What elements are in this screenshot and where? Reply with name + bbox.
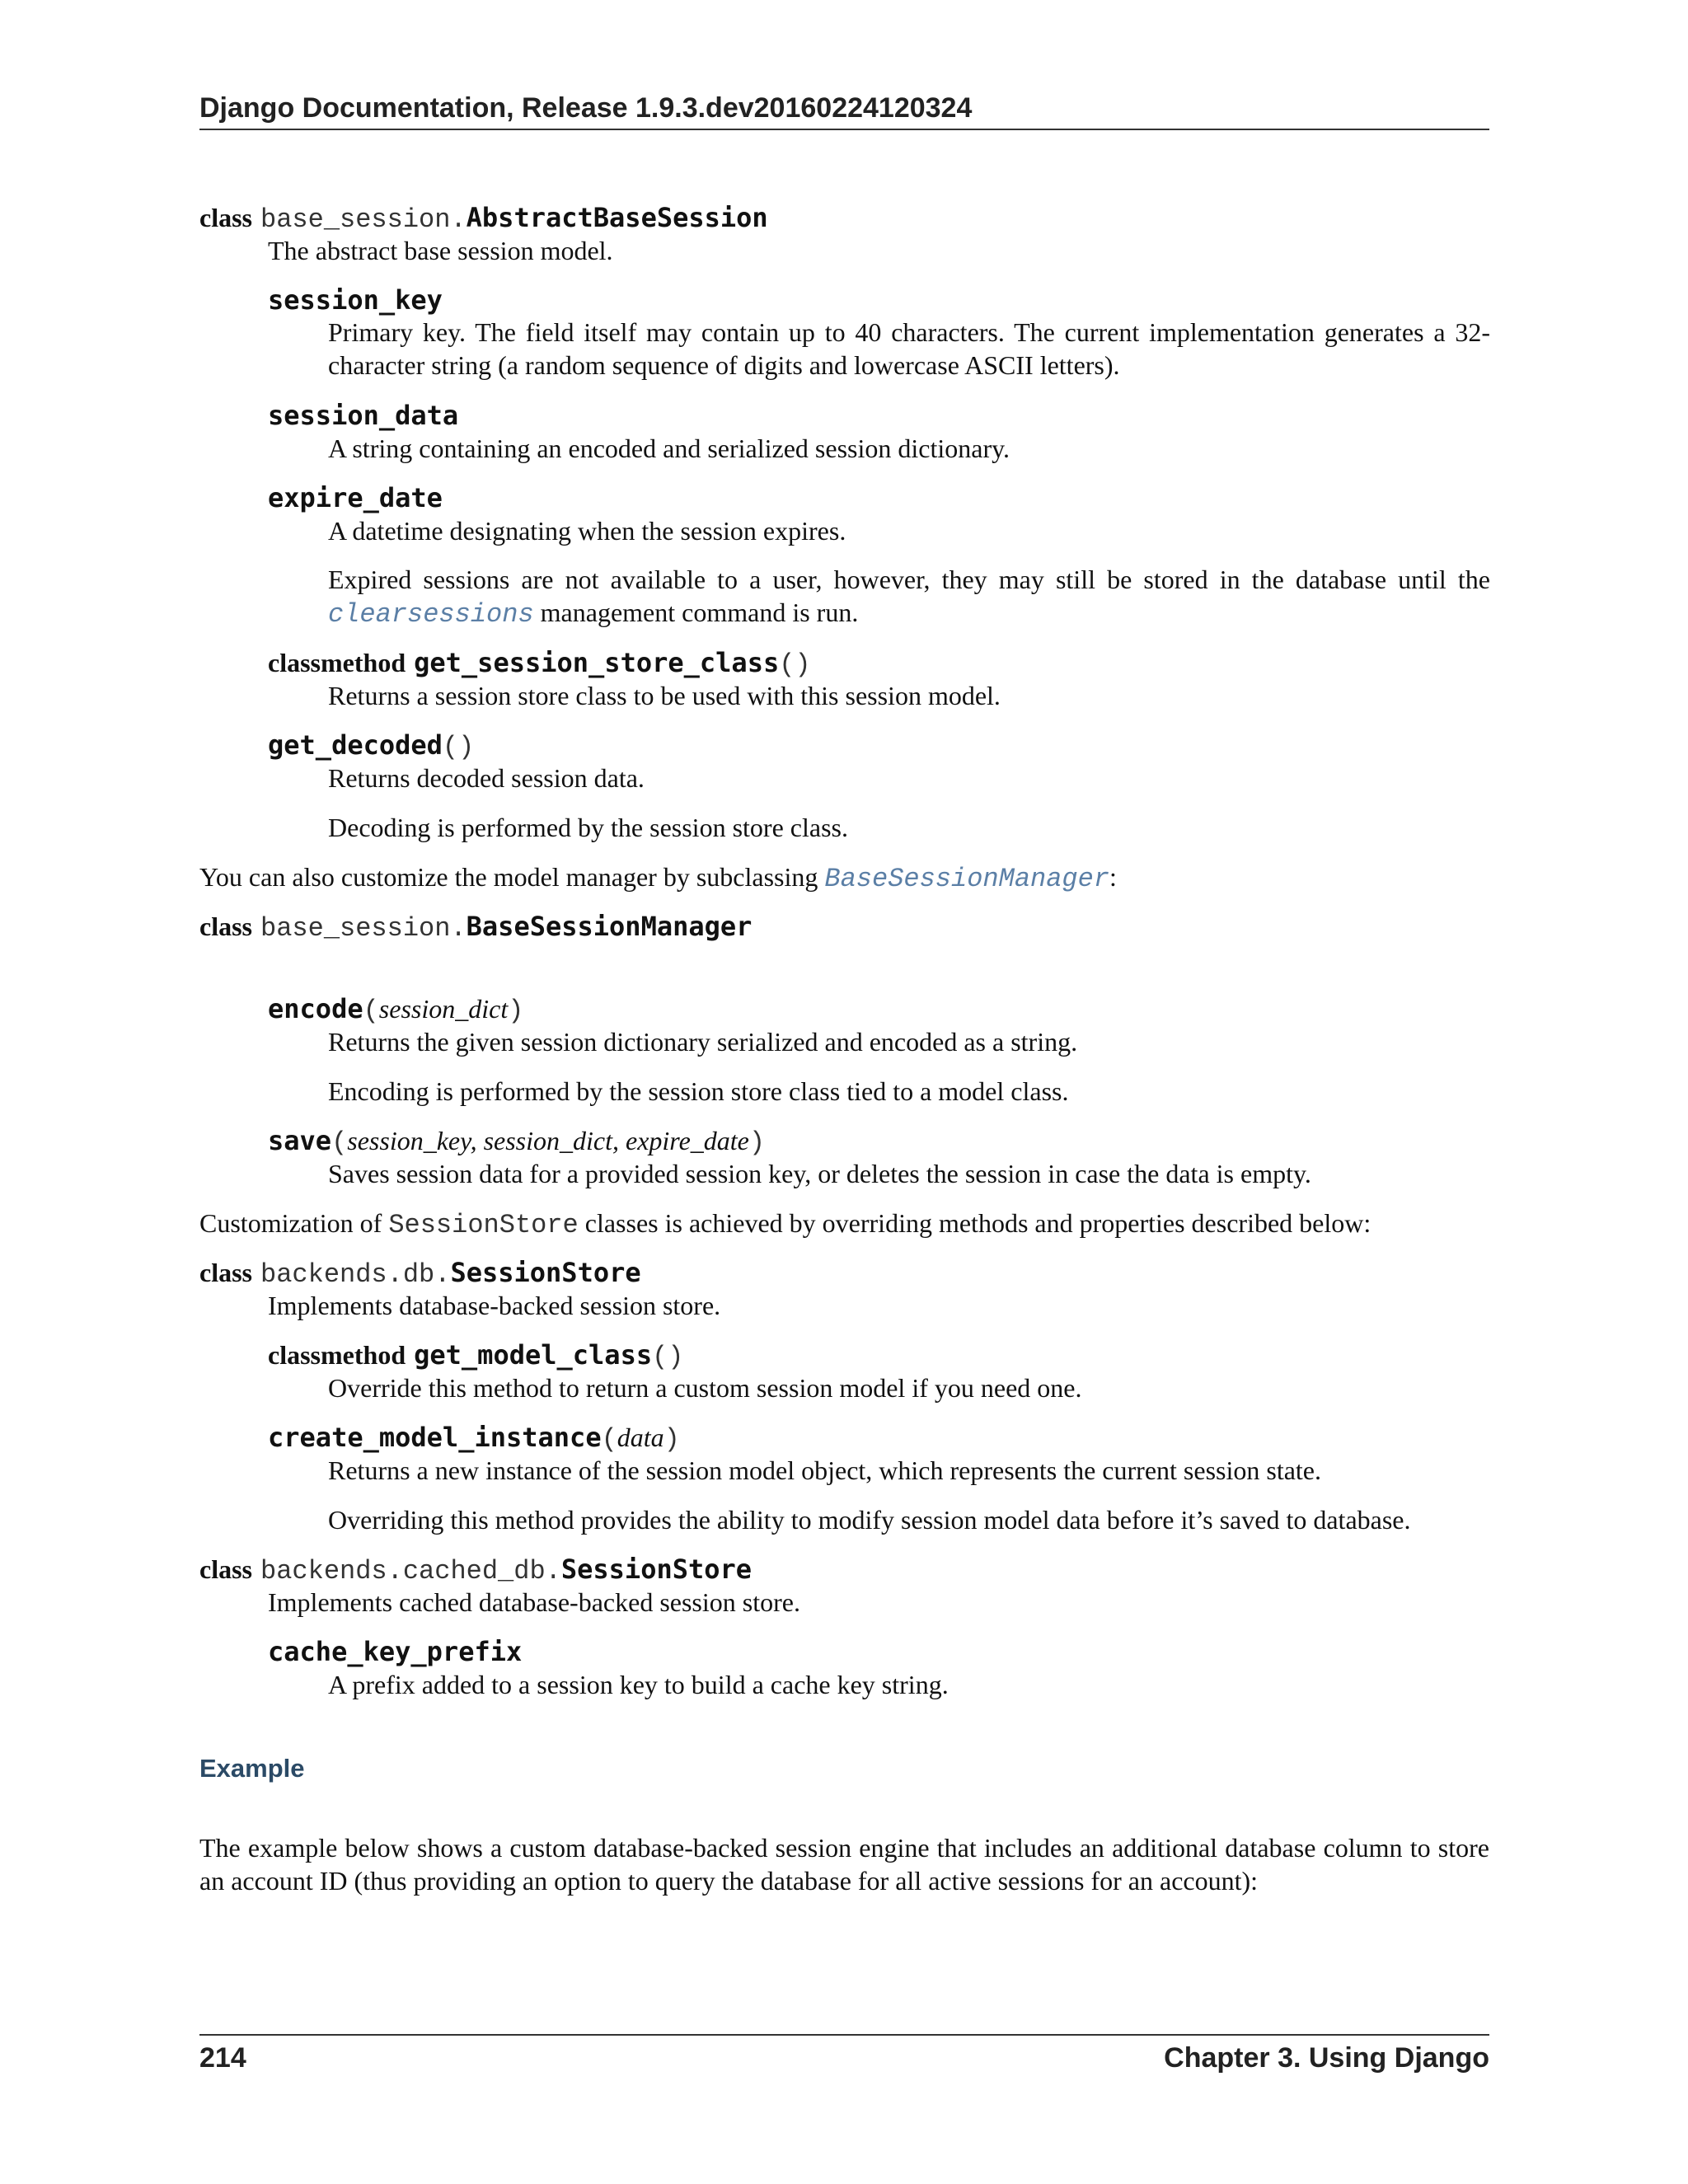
- classmethod-keyword: classmethod: [268, 1340, 406, 1370]
- cached-db-session-store-description: Implements cached database-backed session store.: [268, 1587, 800, 1617]
- class-name: AbstractBaseSession: [466, 202, 768, 233]
- session-data-signature: [268, 399, 458, 432]
- chapter-title: Chapter 3. Using Django: [1164, 2042, 1489, 2074]
- method-parens: (): [442, 732, 475, 762]
- module-prefix: base_session.: [260, 204, 467, 235]
- method-name: save: [268, 1125, 332, 1156]
- module-prefix: base_session.: [260, 913, 467, 944]
- get-session-store-class-description: Returns a session store class to be used with this session model.: [328, 681, 1001, 710]
- class-keyword: class: [199, 203, 252, 232]
- class-name: SessionStore: [560, 1554, 753, 1585]
- save-signature: [268, 1124, 765, 1160]
- intro-text-end: classes is achieved by overriding methods and properties described below:: [578, 1208, 1372, 1238]
- method-parens: (): [652, 1342, 684, 1372]
- class-name: BaseSessionManager: [466, 911, 753, 942]
- method-name: create_model_instance: [268, 1422, 602, 1453]
- get-session-store-class-signature: [268, 646, 811, 682]
- module-prefix: backends.db.: [260, 1259, 451, 1290]
- encode-signature: [268, 992, 523, 1028]
- cache-key-prefix-signature: [268, 1635, 522, 1668]
- cached-db-session-store-signature: [199, 1553, 752, 1588]
- attribute-name: session_data: [268, 400, 459, 431]
- get-model-class-description: Override this method to return a custom session model if you need one.: [328, 1373, 1082, 1403]
- clearsessions-link[interactable]: clearsessions: [328, 599, 534, 630]
- page-header-title: Django Documentation, Release 1.9.3.dev20160224120324: [199, 92, 973, 124]
- param-list: session_key, session_dict, expire_date: [347, 1126, 749, 1155]
- param-name: session_dict: [378, 994, 509, 1024]
- save-description: Saves session data for a provided session key, or deletes the session in case the data is empty.: [328, 1159, 1311, 1188]
- note-text-end: management command is run.: [533, 598, 859, 627]
- method-name: get_model_class: [414, 1339, 653, 1371]
- open-paren: (: [601, 1424, 617, 1455]
- method-name: encode: [268, 993, 363, 1024]
- example-paragraph: The example below shows a custom database-backed session engine that includes an additional database column to store an account ID (thus providing an option to query the database for all active sessions for an account):: [199, 1833, 1489, 1896]
- expire-date-note: [328, 563, 1490, 631]
- class-keyword: class: [199, 1258, 252, 1287]
- base-session-manager-link[interactable]: BaseSessionManager: [824, 864, 1110, 894]
- class-name: SessionStore: [450, 1257, 641, 1288]
- create-model-instance-description: Returns a new instance of the session model object, which represents the current session state.: [328, 1455, 1321, 1485]
- session-key-signature: [268, 284, 443, 316]
- close-paren: ): [748, 1127, 766, 1158]
- session-store-code: SessionStore: [388, 1210, 579, 1240]
- cache-key-prefix-description: A prefix added to a session key to build a cache key string.: [328, 1670, 949, 1699]
- session-data-description: A string containing an encoded and serialized session dictionary.: [328, 434, 1010, 463]
- param-name: data: [617, 1422, 664, 1452]
- attribute-name: session_key: [268, 284, 443, 316]
- customization-intro-paragraph: [199, 1207, 1371, 1242]
- create-model-instance-signature: [268, 1421, 680, 1456]
- get-decoded-signature: [268, 729, 474, 764]
- page-number: 214: [199, 2042, 246, 2074]
- intro-colon: :: [1109, 862, 1117, 892]
- get-decoded-note: Decoding is performed by the session store class.: [328, 813, 848, 842]
- expire-date-description: A datetime designating when the session expires.: [328, 516, 846, 546]
- close-paren: ): [508, 996, 524, 1026]
- note-text: Expired sessions are not available to a user, however, they may still be stored in the database until the: [328, 565, 1490, 594]
- db-session-store-signature: [199, 1256, 641, 1291]
- example-heading: Example: [199, 1754, 305, 1783]
- get-model-class-signature: [268, 1338, 684, 1374]
- header-rule: [199, 129, 1489, 130]
- get-decoded-description: Returns decoded session data.: [328, 763, 645, 793]
- attribute-name: cache_key_prefix: [268, 1636, 523, 1667]
- encode-note: Encoding is performed by the session store class tied to a model class.: [328, 1076, 1069, 1106]
- method-name: get_decoded: [268, 729, 443, 761]
- module-prefix: backends.cached_db.: [260, 1556, 561, 1586]
- close-paren: ): [663, 1424, 680, 1455]
- intro-text: You can also customize the model manager by subclassing: [199, 862, 825, 892]
- class-keyword: class: [199, 1554, 252, 1584]
- base-session-manager-signature: [199, 910, 752, 945]
- session-key-description: Primary key. The field itself may contain up to 40 characters. The current implementation generates a 32-character string (a random sequence of digits and lowercase ASCII letters).: [328, 317, 1490, 380]
- expire-date-signature: [268, 481, 443, 514]
- attribute-name: expire_date: [268, 482, 443, 513]
- open-paren: (: [363, 996, 379, 1026]
- db-session-store-description: Implements database-backed session store.: [268, 1291, 721, 1320]
- create-model-instance-note: Overriding this method provides the ability to modify session model data before it’s saved to database.: [328, 1505, 1411, 1535]
- method-parens: (): [779, 649, 811, 680]
- method-name: get_session_store_class: [414, 647, 780, 678]
- footer-rule: [199, 2034, 1489, 2036]
- encode-description: Returns the given session dictionary serialized and encoded as a string.: [328, 1027, 1078, 1057]
- abstract-base-session-signature: [199, 201, 768, 237]
- classmethod-keyword: classmethod: [268, 648, 406, 677]
- intro-text: Customization of: [199, 1208, 389, 1238]
- class-keyword: class: [199, 912, 252, 941]
- manager-intro-paragraph: [199, 860, 1117, 896]
- abstract-base-session-description: The abstract base session model.: [268, 236, 613, 265]
- open-paren: (: [331, 1127, 348, 1158]
